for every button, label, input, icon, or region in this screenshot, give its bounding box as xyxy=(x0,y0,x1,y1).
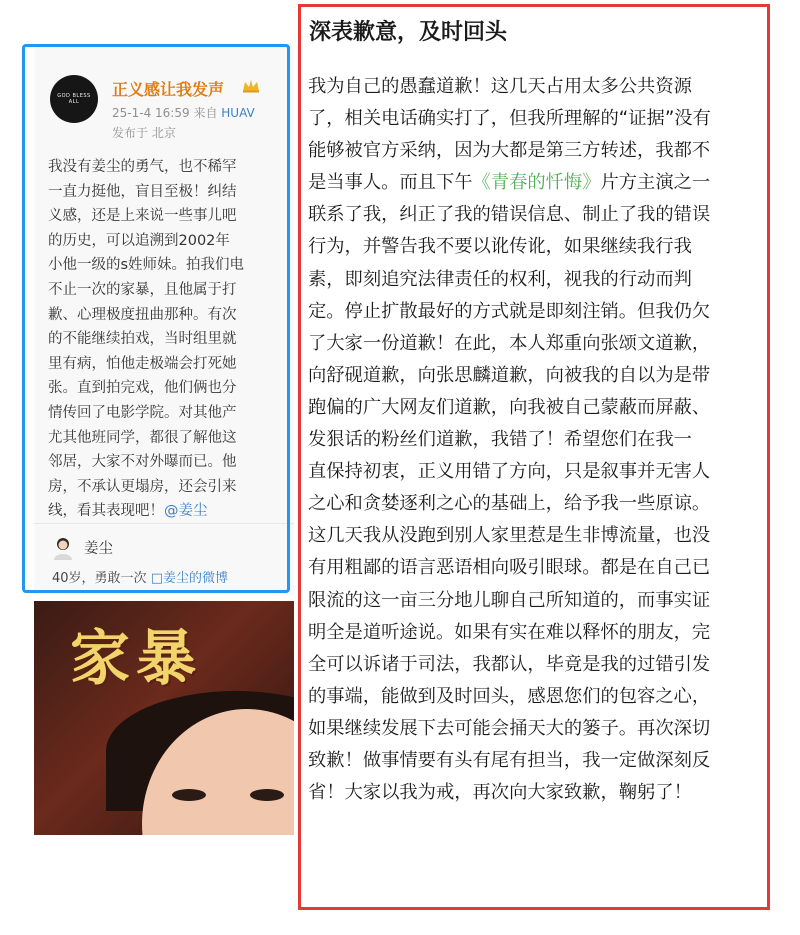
author-avatar-icon xyxy=(52,536,74,560)
statement-line-text: 全可以诉诸于司法，我都认，毕竟是我的过错引发 xyxy=(308,653,711,675)
statement-line xyxy=(308,713,768,745)
statement-line-text: 致歉！做事情要有头有尾有担当，我一定做深刻反 xyxy=(308,749,711,771)
statement-line xyxy=(308,424,768,456)
statement-line-text: 直保持初衷，正义用错了方向，只是叙事并无害人 xyxy=(308,461,711,483)
statement-line xyxy=(308,328,768,360)
statement-line xyxy=(308,167,768,199)
author-row[interactable] xyxy=(34,523,294,566)
statement-line xyxy=(308,360,768,392)
statement-line xyxy=(308,103,768,135)
statement-line-text: 联系了我，纠正了我的错误信息、制止了我的错误 xyxy=(308,204,711,226)
author-bio-text: 40岁，勇敢一次 xyxy=(52,571,147,586)
statement-body xyxy=(308,71,768,809)
statement-line xyxy=(308,552,768,584)
user-avatar[interactable] xyxy=(50,75,98,123)
statement-line-text: 的事端，能做到及时回头，感恩您们的包容之心， xyxy=(308,685,711,707)
statement-line-text: 这几天我从没跑到别人家里惹是生非博流量，也没 xyxy=(308,525,711,547)
statement-line xyxy=(308,649,768,681)
post-line: 的历史，可以追溯到2002年 xyxy=(48,232,230,249)
mention-link[interactable]: @姜尘 xyxy=(164,503,208,520)
statement-line-text: 了大家一份道歉！在此，本人郑重向张颂文道歉， xyxy=(308,332,711,354)
statement-line-text: 素，即刻追究法律责任的权利，视我的行动而判 xyxy=(308,268,692,290)
statement-line xyxy=(308,71,768,103)
post-card xyxy=(34,45,294,595)
statement-line-text: 如果继续发展下去可能会捅天大的篓子。再次深切 xyxy=(308,717,711,739)
post-line: 尤其他班同学，都很了解他这 xyxy=(48,429,237,446)
statement-line xyxy=(308,777,768,809)
statement-line xyxy=(308,231,768,263)
post-line: 张。直到拍完戏，他们俩也分 xyxy=(48,380,237,397)
film-title-highlight: 《青春的忏悔》 xyxy=(472,172,601,194)
statement-line-text: 限流的这一亩三分地儿聊自己所知道的，而事实证 xyxy=(308,589,711,611)
statement-line-text: 发狠话的粉丝们道歉，我错了！希望您们在我一 xyxy=(308,429,692,451)
post-source-label: 来自 xyxy=(193,106,218,120)
statement-line xyxy=(308,745,768,777)
statement-line-text: 有用粗鄙的语言恶语相向吸引眼球。都是在自己已 xyxy=(308,557,711,579)
post-time: 25-1-4 16:59 xyxy=(112,106,190,120)
apology-statement xyxy=(298,4,770,910)
author-bio xyxy=(52,567,228,586)
post-location: 发布于 北京 xyxy=(112,126,176,140)
statement-line xyxy=(308,135,768,167)
statement-line-text: 片方主演之一 xyxy=(600,172,711,194)
post-line: 里有病，怕他走极端会打死她 xyxy=(48,355,237,372)
statement-line xyxy=(308,456,768,488)
statement-line-text: 省！大家以我为戒，再次向大家致歉，鞠躬了！ xyxy=(308,782,692,804)
statement-line xyxy=(308,520,768,552)
post-line: 情传回了电影学院。对其他产 xyxy=(48,404,237,421)
statement-line-text: 明全是道听途说。如果有实在难以释怀的朋友，完 xyxy=(308,621,711,643)
statement-line xyxy=(308,296,768,328)
statement-line xyxy=(308,264,768,296)
statement-line-text: 跑偏的广大网友们道歉，向我被自己蒙蔽而屏蔽、 xyxy=(308,396,711,418)
post-body xyxy=(48,155,294,524)
weibo-post-screenshot xyxy=(34,45,294,835)
person-eye xyxy=(172,789,206,801)
statement-title: 深表歉意，及时回头 xyxy=(309,20,508,45)
statement-line-text: 是当事人。而且下午 xyxy=(308,172,473,194)
post-line: 房，不承认更塌房，还会引来 xyxy=(48,478,237,495)
author-name[interactable]: 姜尘 xyxy=(84,541,113,557)
post-line: 一直力挺他，盲目至极！纠结 xyxy=(48,183,237,200)
post-line: 邻居，大家不对外曝而已。他 xyxy=(48,454,237,471)
statement-line xyxy=(308,199,768,231)
statement-line xyxy=(308,488,768,520)
post-device[interactable]: HUAV xyxy=(221,106,255,120)
statement-line-text: 之心和贪婪逐利之心的基础上，给予我一些原谅。 xyxy=(308,493,711,515)
statement-line-text: 我为自己的愚蠢道歉！这几天占用太多公共资源 xyxy=(308,76,692,97)
person-eye xyxy=(250,789,284,801)
post-username[interactable]: 正义感让我发声 xyxy=(112,80,225,99)
post-line-text: 线，看其表现吧！ xyxy=(48,503,164,520)
statement-line xyxy=(308,617,768,649)
author-weibo-link[interactable]: □姜尘的微博 xyxy=(150,571,228,586)
statement-line-text: 行为，并警告我不要以讹传讹，如果继续我行我 xyxy=(308,236,692,258)
video-title: 家暴 xyxy=(70,624,202,694)
post-line: 的不能继续拍戏，当时组里就 xyxy=(48,331,237,348)
post-line: 歉、心理极度扭曲那种。有次 xyxy=(48,306,237,323)
post-meta xyxy=(112,104,255,121)
post-line: 不止一次的家暴，且他属于打 xyxy=(48,281,237,298)
statement-line xyxy=(308,585,768,617)
video-thumbnail[interactable] xyxy=(34,601,294,835)
statement-line-text: 向舒砚道歉，向张思麟道歉，向被我的自以为是带 xyxy=(308,364,711,386)
post-line: 义感，还是上来说一些事儿吧 xyxy=(48,208,237,225)
avatar-logo-text: GOD BLESS ALL xyxy=(57,93,91,105)
post-line xyxy=(48,499,294,524)
crown-icon xyxy=(242,79,260,93)
statement-line-text: 能够被官方采纳，因为大都是第三方转述，我都不 xyxy=(308,140,711,162)
statement-line xyxy=(308,392,768,424)
statement-line-text: 了，相关电话确实打了，但我所理解的“证据”没有 xyxy=(308,108,711,130)
statement-line xyxy=(308,681,768,713)
post-line: 小他一级的s姓师妹。拍我们电 xyxy=(48,257,245,274)
statement-line-text: 定。停止扩散最好的方式就是即刻注销。但我仍欠 xyxy=(308,300,711,322)
post-line: 我没有姜尘的勇气，也不稀罕 xyxy=(48,159,237,175)
